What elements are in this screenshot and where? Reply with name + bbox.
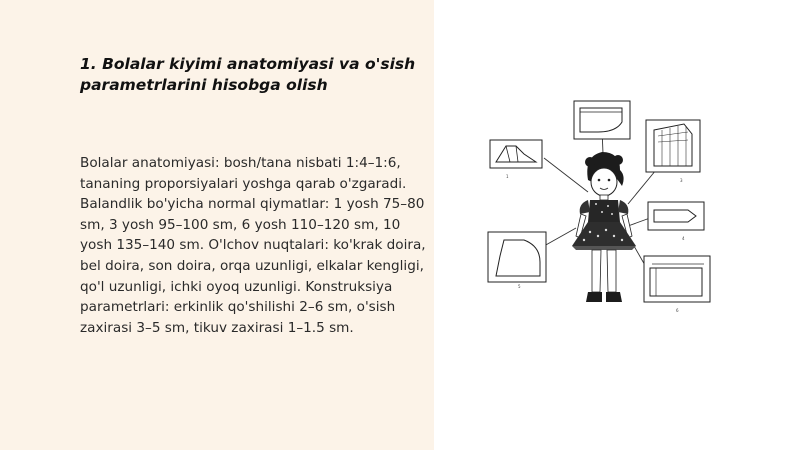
pattern-panel-5	[488, 232, 546, 289]
panel-number-1: 1	[506, 174, 509, 179]
panel-number-4: 4	[682, 236, 685, 241]
child-illustration	[572, 152, 636, 302]
slide-title: 1. Bolalar kiyimi anatomiyasi va o'sish parametrlarini hisobga olish	[80, 55, 416, 94]
slide-body-text: Bolalar anatomiyasi: bosh/tana nisbati 1:4–1:6, tananing proporsiyalari yoshga qarab o'zgaradi. Balandlik bo'yicha normal qiymatlar: 1 yosh 75–80 sm, 3 yosh 95–100 sm, 6 yosh 110–120 sm, 10 yosh 135–140 sm. O'lchov nuqtalari: ko'krak doira, bel doira, son doira, orqa uzunligi, elkalar kengligi, qo'l uzunligi, ichki oyoq uzunligi. Konstruksiya parametrlari: erkinlik qo'shilishi 2–6 sm, o'sish zaxirasi 3–5 sm, tikuv zaxirasi 1–1.5 sm.	[80, 155, 426, 336]
pattern-panel-2	[574, 101, 630, 139]
panel-number-6: 6	[676, 308, 679, 313]
panel-number-3: 3	[680, 178, 683, 183]
pattern-panel-6	[644, 256, 710, 313]
pattern-panel-1	[490, 140, 542, 179]
pattern-panel-3	[646, 120, 700, 183]
panel-number-5: 5	[518, 284, 521, 289]
pattern-panel-4	[648, 202, 704, 241]
child-garment-pattern-figure	[480, 96, 716, 324]
